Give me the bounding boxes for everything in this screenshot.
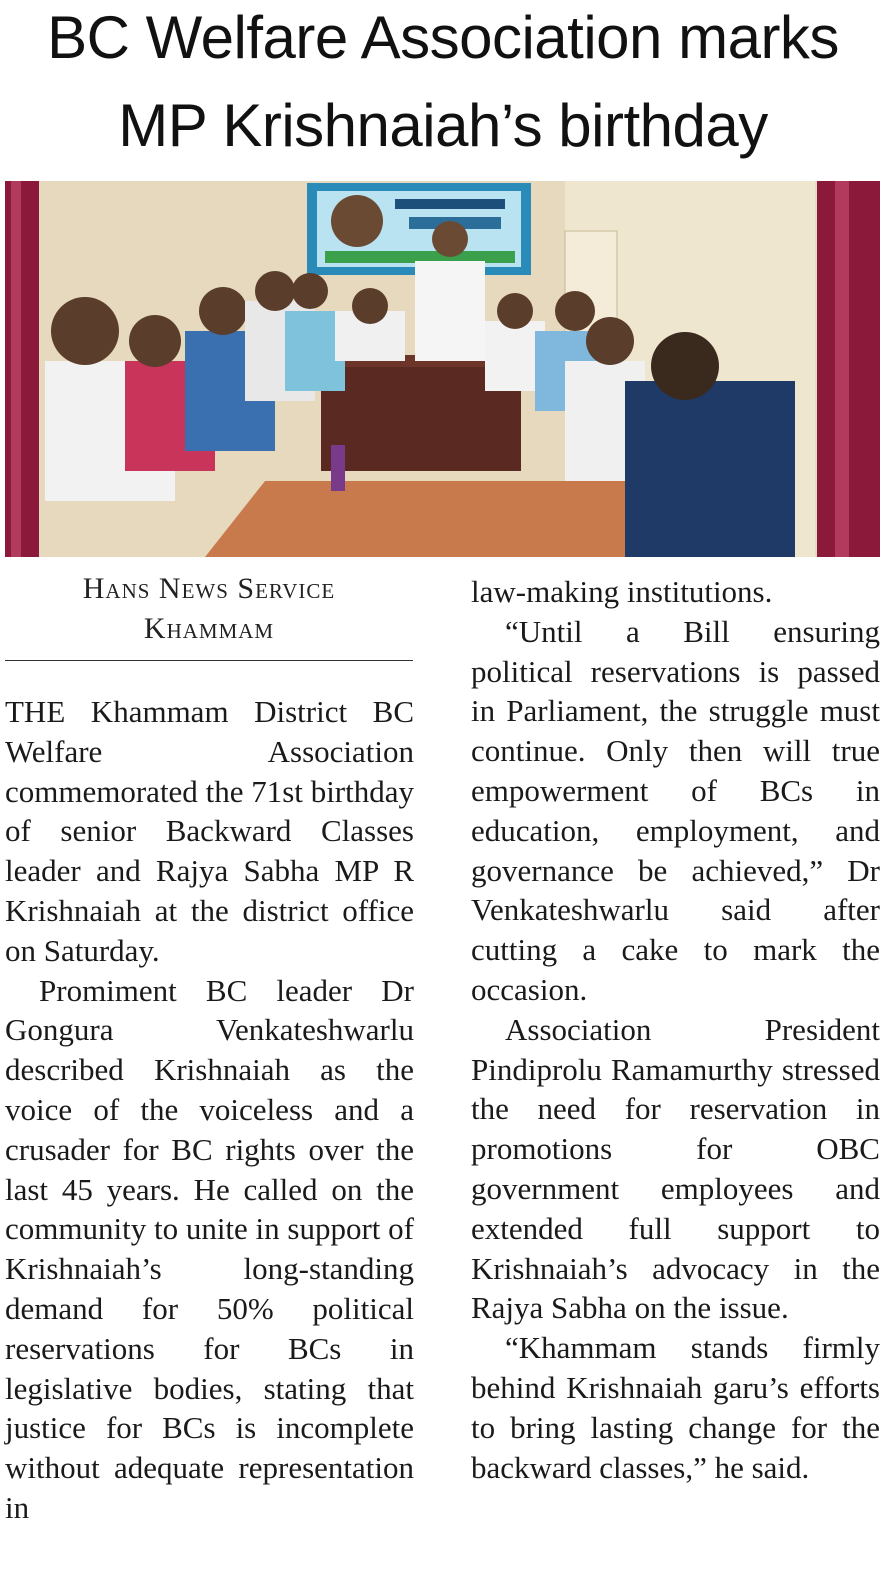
paragraph-5: “Khammam stands firmly behind Krishnaiah garu’s efforts to bring lasting change for the backward classes,” he said.: [471, 1330, 880, 1485]
paragraph-2-continued: law-making institutions.: [471, 574, 773, 609]
paragraph-2: Promiment BC leader Dr Gongura Venkateshwarlu described Krishnaiah as the voice of the voiceless and a crusader for BC rights over the last 45 years. He called on the community to unite in support of Krishnaiah’s long-standing demand for 50% political reservations for BCs in legislative bodies, stating that justice for BCs is incomplete without adequate representation in: [5, 972, 414, 1525]
byline-divider: [5, 660, 413, 661]
headline-line-1: BC Welfare Association marks: [47, 4, 839, 71]
article-photo: [5, 181, 880, 557]
headline-line-2: MP Krishnaiah’s birthday: [118, 92, 768, 159]
paragraph-3: “Until a Bill ensuring political reservations is passed in Parliament, the struggle must continue. Only then will true empowerment of BCs in education, employment, and governance be achieved,” Dr Venkateshwarlu said after cutting a cake to mark the occasion.: [471, 613, 880, 1007]
article-column-right: [471, 572, 880, 1487]
paragraph-1: THE Khammam District BC Welfare Association commemorated the 71st birthday of senior Backward Classes leader and Rajya Sabha MP R Krishnaiah at the district office on Saturday.: [5, 694, 414, 968]
byline-agency: Hans News Service: [82, 572, 336, 605]
article-column-left: [5, 692, 414, 1528]
byline-place: Khammam: [143, 612, 275, 645]
group-photo-meeting-icon: [5, 181, 880, 557]
paragraph-4: Association President Pindiprolu Ramamurthy stressed the need for reservation in promotions for OBC government employees and extended full support to Krishnaiah’s advocacy in the Rajya Sabha on the issue.: [471, 1011, 880, 1326]
